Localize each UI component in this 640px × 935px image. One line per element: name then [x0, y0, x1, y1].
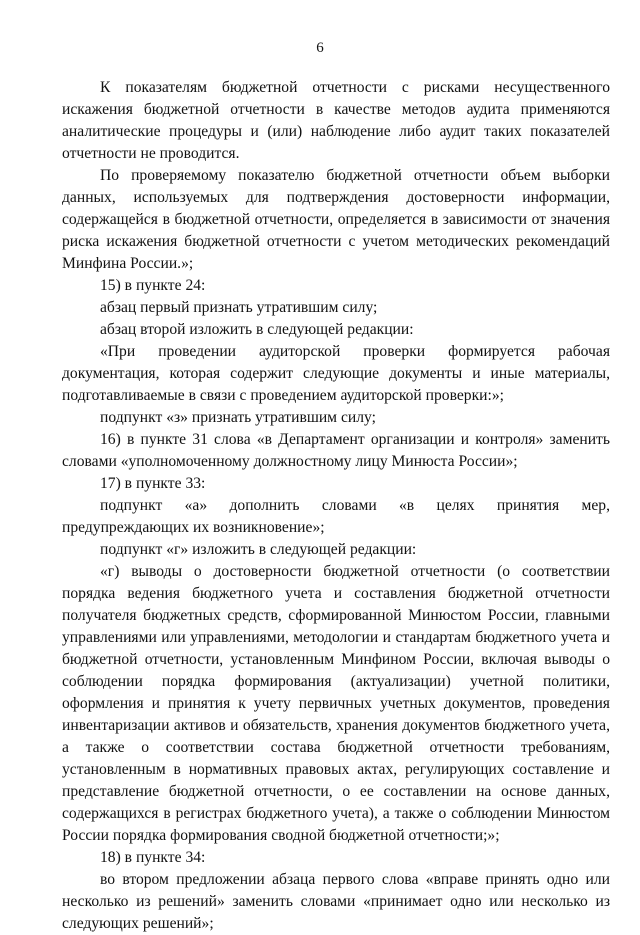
page-number: 6	[316, 40, 324, 56]
paragraph-2: По проверяемому показателю бюджетной отчетности объем выборки данных, используемых для подтверждения достоверности информации, содержащейся в бюджетной отчетности, определяется в зависимости от значения риска искажения бюджетной отчетности с учетом методических рекомендаций Минфина России.»;	[62, 167, 610, 272]
paragraph-10: подпункт «а» дополнить словами «в целях принятия мер, предупреждающих их возникновение»;	[62, 497, 610, 536]
document-body	[62, 77, 610, 935]
paragraph-7: подпункт «з» признать утратившим силу;	[100, 409, 376, 426]
paragraph-11: подпункт «г» изложить в следующей редакции:	[100, 541, 417, 558]
paragraph-3: 15) в пункте 24:	[100, 277, 206, 294]
paragraph-1: К показателям бюджетной отчетности с рисками несущественного искажения бюджетной отчетности в качестве методов аудита применяются аналитические процедуры и (или) наблюдение либо аудит таких показателей отчетности не проводится.	[62, 79, 610, 162]
paragraph-8: 16) в пункте 31 слова «в Департамент организации и контроля» заменить словами «уполномоченному должностному лицу Минюста России»;	[62, 431, 610, 470]
paragraph-4: абзац первый признать утратившим силу;	[100, 299, 378, 316]
paragraph-13: 18) в пункте 34:	[100, 849, 206, 866]
paragraph-12: «г) выводы о достоверности бюджетной отчетности (о соответствии порядка ведения бюджетного учета и составления бюджетной отчетности получателя бюджетных средств, сформированной Минюстом России, главными управлениями или управлениями, методологии и стандартам бюджетного учета и бюджетной отчетности, установленным Минфином России, включая выводы о соблюдении порядка формирования (актуализации) учетной политики, оформления и принятия к учету первичных учетных документов, проведения инвентаризации активов и обязательств, хранения документов бюджетного учета, а также о соответствии состава бюджетной отчетности требованиям, установленным в нормативных правовых актах, регулирующих составление и представление бюджетной отчетности, о ее составлении на основе данных, содержащихся в регистрах бюджетного учета), а также о соблюдении Минюстом России порядка формирования сводной бюджетной отчетности;»;	[62, 563, 610, 844]
paragraph-6: «При проведении аудиторской проверки формируется рабочая документация, которая содержит следующие документы и иные материалы, подготавливаемые в связи с проведением аудиторской проверки:»;	[62, 343, 610, 404]
paragraph-14: во втором предложении абзаца первого слова «вправе принять одно или несколько из решений» заменить словами «принимает одно или несколько из следующих решений»;	[62, 871, 610, 932]
paragraph-9: 17) в пункте 33:	[100, 475, 206, 492]
paragraph-5: абзац второй изложить в следующей редакции:	[100, 321, 414, 338]
